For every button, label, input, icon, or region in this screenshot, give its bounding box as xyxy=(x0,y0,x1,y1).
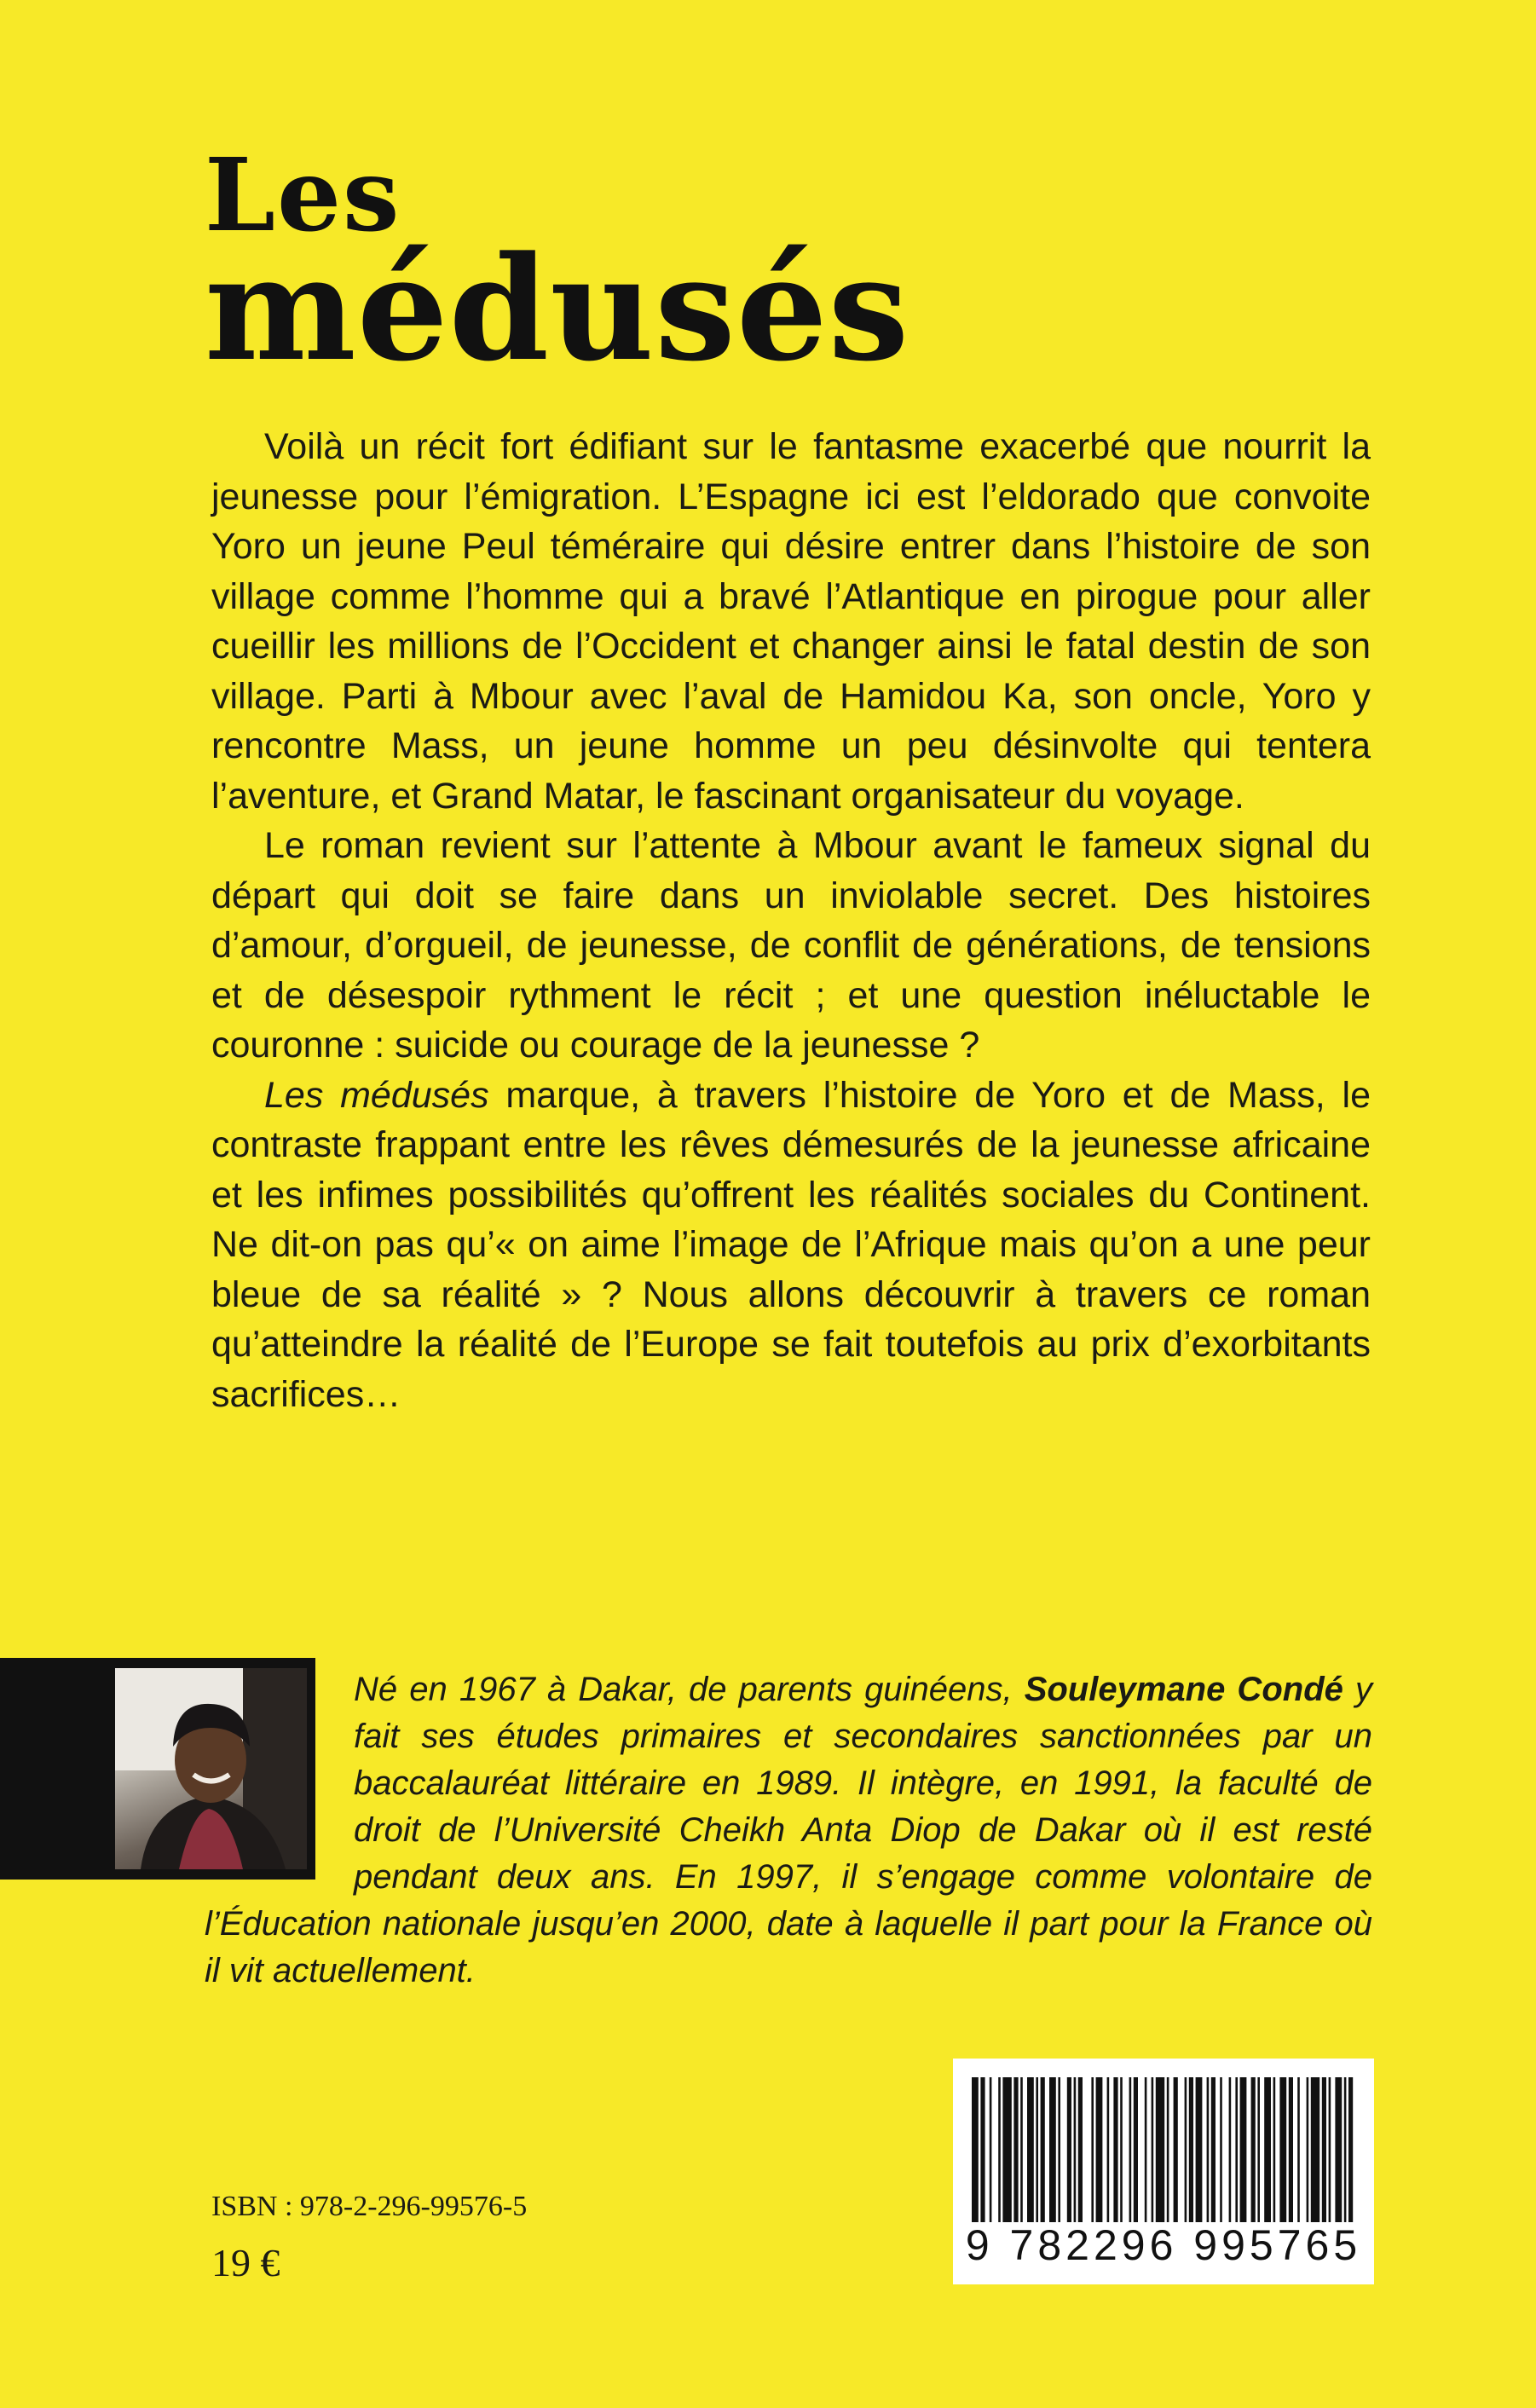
barcode-bar xyxy=(1329,2077,1331,2222)
blurb xyxy=(211,422,1371,1419)
barcode-bar xyxy=(980,2077,985,2222)
book-title xyxy=(205,136,910,393)
barcode-bar xyxy=(1074,2077,1077,2222)
barcode-bar xyxy=(1152,2077,1154,2222)
barcode-bar xyxy=(1240,2077,1247,2222)
barcode-bar xyxy=(1185,2077,1187,2222)
barcode-bar xyxy=(1129,2077,1132,2222)
barcode-bar xyxy=(1134,2077,1138,2222)
barcode-bar xyxy=(1058,2077,1060,2222)
barcode-bar xyxy=(1120,2077,1123,2222)
barcode-bar xyxy=(1307,2077,1309,2222)
blurb-paragraph-3-text: marque, à travers l’histoire de Yoro et de Mass, le contraste frappant entre les rêves démesurés de la jeunesse africaine et les infimes possibilités qu’offrent les réalités sociales du Continent. Ne dit-on pas qu’« on aime l’image de l’Afrique mais qu’on a une peur bleue de sa réalité » ? Nous allons découvrir à travers ce roman qu’atteindre la réalité de l’Europe se fait toutefois au prix d’exorbitants sacrifices… xyxy=(211,1074,1371,1415)
barcode-bar xyxy=(1196,2077,1203,2222)
barcode-bar xyxy=(1264,2077,1271,2222)
barcode-bar xyxy=(1107,2077,1110,2222)
barcode-bar xyxy=(1078,2077,1083,2222)
author-bio xyxy=(205,1666,1372,1995)
title-line-2: médusés xyxy=(205,224,910,393)
barcode-bar xyxy=(1289,2077,1293,2222)
blurb-paragraph-1: Voilà un récit fort édifiant sur le fantasme exacerbé que nourrit la jeunesse pour l’émigration. L’Espagne ici est l’eldorado que convoite Yoro un jeune Peul téméraire qui désire entrer dans l’histoire de son village comme l’homme qui a bravé l’Atlantique en pirogue pour aller cueillir les millions de l’Occident et changer ainsi le fatal destin de son village. Parti à Mbour avec l’aval de Hamidou Ka, son oncle, Yoro y rencontre Mass, un jeune homme un peu désinvolte qui tentera l’aventure, et Grand Matar, le fascinant organisateur du voyage. xyxy=(211,426,1371,817)
barcode-bar xyxy=(1013,2077,1018,2222)
barcode-bar xyxy=(1251,2077,1256,2222)
title-line-1: Les xyxy=(205,136,401,254)
barcode-bar xyxy=(1189,2077,1193,2222)
barcode-bar xyxy=(1229,2077,1232,2222)
blurb-paragraph-3 xyxy=(211,1071,1371,1420)
barcode-bar xyxy=(1174,2077,1178,2222)
barcode-bar xyxy=(998,2077,1001,2222)
barcode-bar xyxy=(1220,2077,1222,2222)
barcode-bar xyxy=(1067,2077,1071,2222)
barcode-bar xyxy=(1036,2077,1038,2222)
barcode-bar xyxy=(990,2077,992,2222)
barcode-bar xyxy=(1027,2077,1034,2222)
barcode-bar xyxy=(972,2077,979,2222)
barcode-bar xyxy=(1257,2077,1260,2222)
bio-text: y fait ses études primaires et secondaires sanctionnées par un baccalauréat littéraire en 1989. Il intègre, en 1991, la faculté de droit de l’Université Cheikh Anta Diop de Dakar où il est resté pendant deux ans. En 1997, il s’engage comme volontaire de l’Éducation nationale jusqu’en 2000, date à laquelle il part pour la France où il vit actuellement. xyxy=(205,1671,1372,1989)
author-name: Souleymane Condé xyxy=(1024,1671,1343,1708)
barcode-bar xyxy=(1145,2077,1147,2222)
barcode-bar xyxy=(1113,2077,1117,2222)
barcode-bar xyxy=(1041,2077,1045,2222)
barcode-bar xyxy=(1348,2077,1353,2222)
barcode-bar xyxy=(1167,2077,1169,2222)
barcode-bar xyxy=(1297,2077,1300,2222)
barcode-bar xyxy=(1096,2077,1103,2222)
bio-photo-gap xyxy=(205,1666,354,1901)
barcode-bar xyxy=(1344,2077,1347,2222)
barcode-bar xyxy=(1322,2077,1326,2222)
barcode-bar xyxy=(1273,2077,1276,2222)
barcode-bar xyxy=(1211,2077,1216,2222)
barcode-bar xyxy=(1311,2077,1319,2222)
blurb-paragraph-2: Le roman revient sur l’attente à Mbour avant le fameux signal du départ qui doit se faire dans un inviolable secret. Des histoires d’amour, d’orgueil, de jeunesse, de conflit de générations, de tensions et de désespoir rythment le récit ; et une question inéluctable le couronne : suicide ou courage de la jeunesse ? xyxy=(211,825,1371,1065)
barcode-bar xyxy=(1156,2077,1164,2222)
barcode-bar xyxy=(1049,2077,1056,2222)
price: 19 € xyxy=(211,2241,280,2284)
barcode-bar xyxy=(1091,2077,1094,2222)
barcode-bar xyxy=(1002,2077,1011,2222)
barcode-bars xyxy=(972,2077,1355,2222)
isbn: ISBN : 978-2-296-99576-5 xyxy=(211,2191,528,2222)
barcode xyxy=(953,2059,1374,2284)
barcode-bar xyxy=(1020,2077,1023,2222)
blurb-book-title: Les médusés xyxy=(264,1074,489,1116)
bio-intro: Né en 1967 à Dakar, de parents guinéens, xyxy=(354,1671,1025,1708)
barcode-bar xyxy=(1207,2077,1210,2222)
barcode-bar xyxy=(1335,2077,1342,2222)
barcode-bar xyxy=(1279,2077,1286,2222)
barcode-digits: 9 782296 995765 xyxy=(965,2221,1362,2269)
barcode-bar xyxy=(1235,2077,1238,2222)
